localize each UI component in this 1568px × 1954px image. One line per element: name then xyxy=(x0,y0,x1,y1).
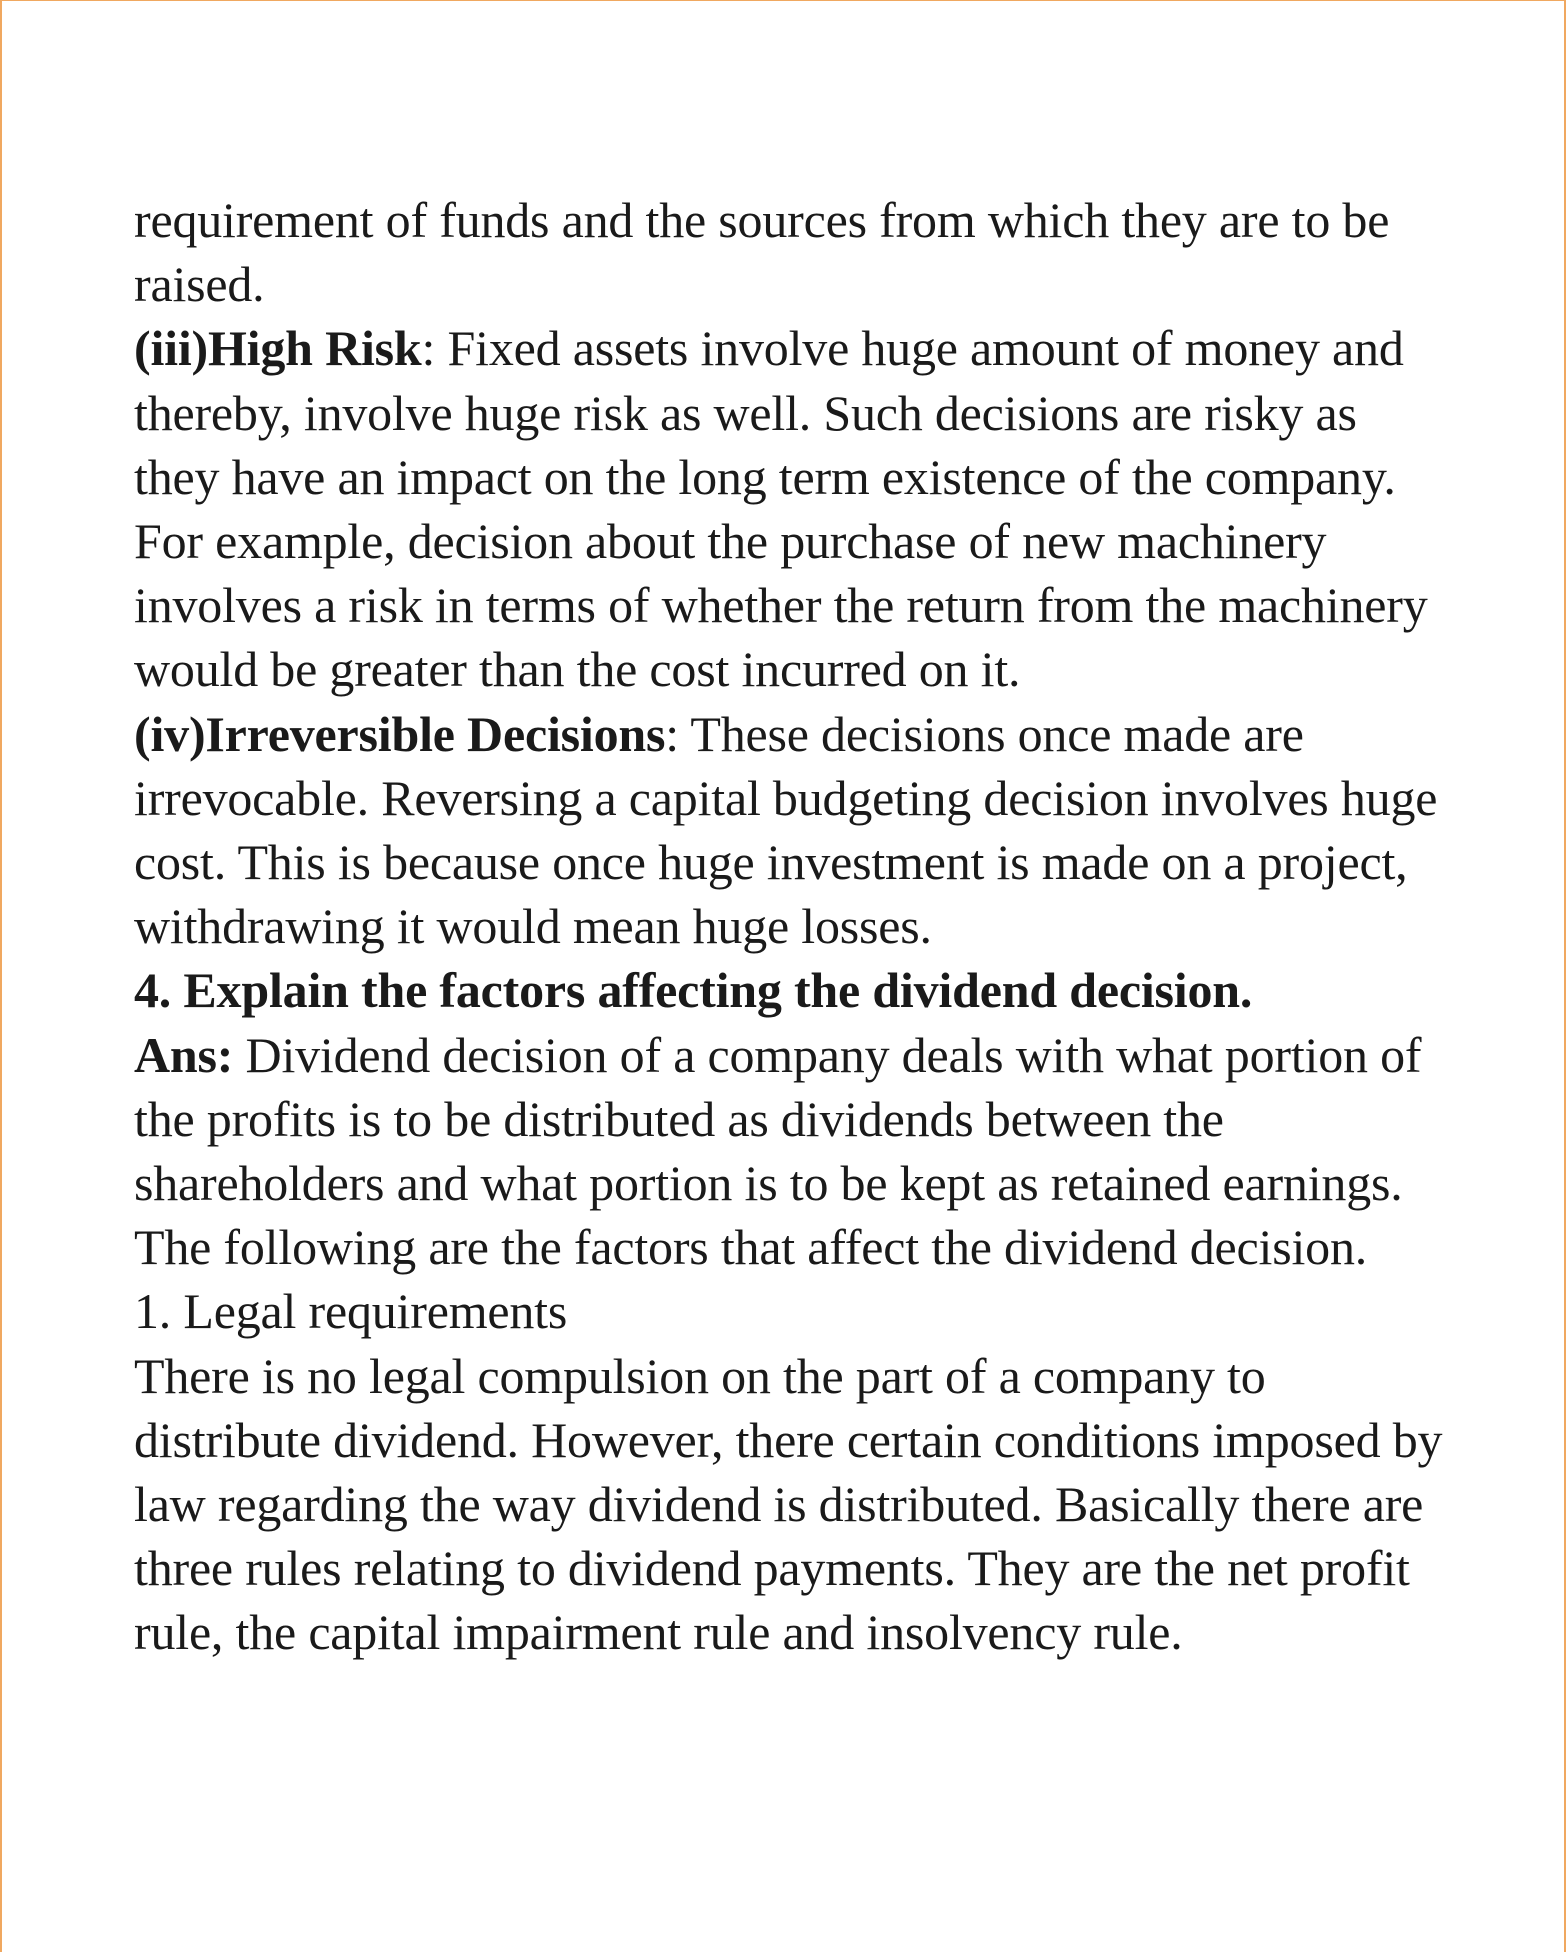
high-risk-text: : Fixed assets involve huge amount of money and thereby, involve huge risk as well. Such decisions are risky as they have an impact on the long term existence of the company. For example, decision about the purchase of new machinery involves a risk in terms of whether the return from the machinery would be greater than the cost incurred on it. xyxy=(134,320,1428,698)
answer-label: Ans: xyxy=(134,1026,234,1083)
question-heading: 4. Explain the factors affecting the dividend decision. xyxy=(134,962,1253,1019)
factor-paragraph: There is no legal compulsion on the part of a company to distribute dividend. However, there certain conditions imposed by law regarding the way dividend is distributed. Basically there are three rules relating to dividend payments. They are the net profit rule, the capital impairment rule and insolvency rule. xyxy=(134,1347,1443,1661)
intro-paragraph: requirement of funds and the sources from which they are to be raised. xyxy=(134,192,1390,313)
irreversible-label: (iv)Irreversible Decisions xyxy=(134,705,666,762)
answer-text: Dividend decision of a company deals with what portion of the profits is to be distributed as dividends between the shareholders and what portion is to be kept as retained earnings. The following are the factors that affect the dividend decision. xyxy=(134,1026,1422,1276)
irreversible-text: : These decisions once made are irrevocable. Reversing a capital budgeting decision involves huge cost. This is because once huge investment is made on a project, withdrawing it would mean huge losses. xyxy=(134,705,1438,955)
factor-heading: 1. Legal requirements xyxy=(134,1283,568,1340)
high-risk-paragraph xyxy=(134,316,1444,701)
answer-paragraph xyxy=(134,1023,1444,1280)
high-risk-label: (iii)High Risk xyxy=(134,320,422,377)
irreversible-paragraph xyxy=(134,702,1444,959)
document-body xyxy=(134,188,1444,1665)
